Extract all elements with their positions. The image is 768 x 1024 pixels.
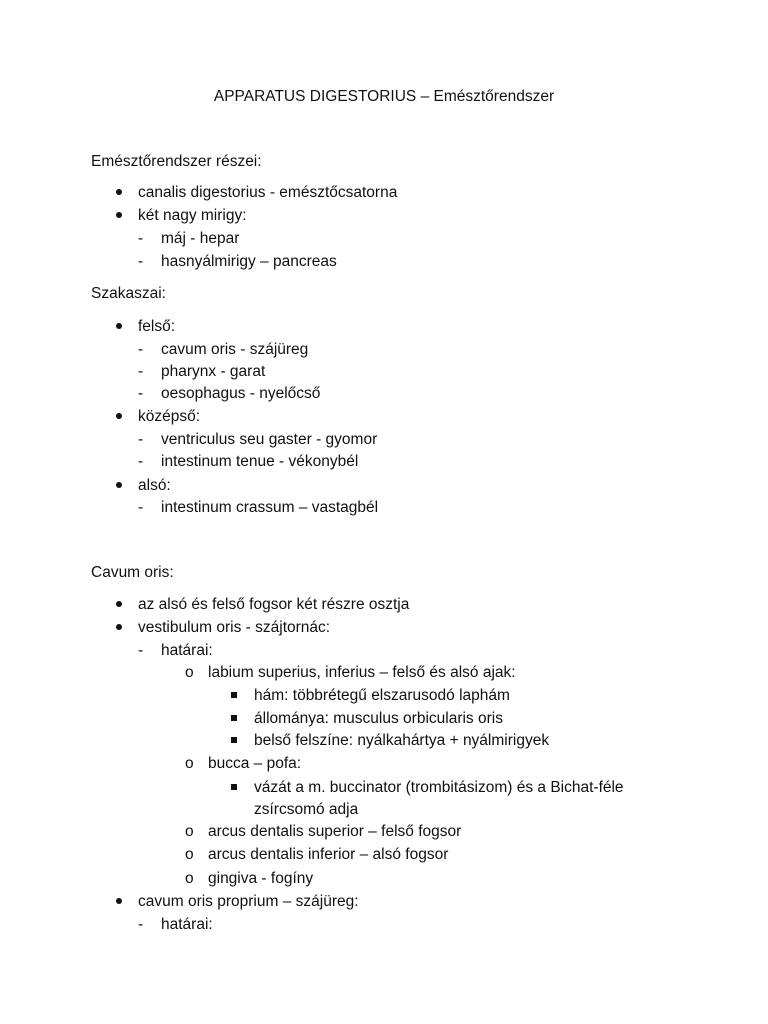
dash-marker: - (138, 642, 144, 659)
circle-marker: o (185, 823, 194, 840)
list-item: canalis digestorius - emésztőcsatorna (138, 184, 398, 201)
sub-list-item: máj - hepar (161, 230, 240, 247)
detail-item: hám: többrétegű elszarusodó laphám (254, 687, 510, 704)
dash-marker: - (138, 341, 144, 358)
square-marker (231, 784, 237, 790)
sub-list-item: oesophagus - nyelőcső (161, 385, 321, 402)
detail-item: vázát a m. buccinator (trombitásizom) és a Bichat-féle (254, 779, 624, 796)
bullet-marker (116, 482, 122, 488)
sub-list-item: cavum oris - szájüreg (161, 341, 309, 358)
dash-marker: - (138, 363, 144, 380)
square-marker (231, 692, 237, 698)
sub-list-item: intestinum tenue - vékonybél (161, 453, 359, 470)
circle-marker: o (185, 846, 194, 863)
detail-item: belső felszíne: nyálkahártya + nyálmirigyek (254, 732, 550, 749)
list-item: alsó: (138, 477, 171, 494)
section-heading-stages: Szakaszai: (91, 285, 166, 302)
sub-sub-list-item: arcus dentalis superior – felső fogsor (208, 823, 462, 840)
dash-marker: - (138, 453, 144, 470)
section-heading-parts: Emésztőrendszer részei: (91, 153, 262, 170)
sub-list-item: ventriculus seu gaster - gyomor (161, 431, 378, 448)
detail-item: állománya: musculus orbicularis oris (254, 710, 503, 727)
sub-sub-list-item: gingiva - fogíny (208, 870, 314, 887)
dash-marker: - (138, 253, 144, 270)
document-title: APPARATUS DIGESTORIUS – Emésztőrendszer (213, 88, 555, 105)
list-item: két nagy mirigy: (138, 207, 247, 224)
list-item: az alsó és felső fogsor két részre osztja (138, 596, 410, 613)
detail-item-continuation: zsírcsomó adja (254, 801, 359, 818)
sub-sub-list-item: labium superius, inferius – felső és alsó ajak: (208, 664, 516, 681)
bullet-marker (116, 323, 122, 329)
sub-list-item: határai: (161, 642, 213, 659)
circle-marker: o (185, 664, 194, 681)
dash-marker: - (138, 499, 144, 516)
bullet-marker (116, 601, 122, 607)
sub-list-item: hasnyálmirigy – pancreas (161, 253, 337, 270)
bullet-marker (116, 413, 122, 419)
sub-list-item: pharynx - garat (161, 363, 266, 380)
bullet-marker (116, 212, 122, 218)
circle-marker: o (185, 755, 194, 772)
dash-marker: - (138, 431, 144, 448)
list-item: cavum oris proprium – szájüreg: (138, 893, 359, 910)
bullet-marker (116, 189, 122, 195)
sub-sub-list-item: bucca – pofa: (208, 755, 302, 772)
section-heading-oral-cavity: Cavum oris: (91, 564, 174, 581)
list-item: középső: (138, 408, 201, 425)
sub-sub-list-item: arcus dentalis inferior – alsó fogsor (208, 846, 449, 863)
list-item: vestibulum oris - szájtornác: (138, 619, 331, 636)
sub-list-item: határai: (161, 916, 213, 933)
square-marker (231, 737, 237, 743)
dash-marker: - (138, 385, 144, 402)
dash-marker: - (138, 230, 144, 247)
circle-marker: o (185, 870, 194, 887)
dash-marker: - (138, 916, 144, 933)
bullet-marker (116, 624, 122, 630)
square-marker (231, 715, 237, 721)
list-item: felső: (138, 318, 176, 335)
sub-list-item: intestinum crassum – vastagbél (161, 499, 379, 516)
bullet-marker (116, 898, 122, 904)
